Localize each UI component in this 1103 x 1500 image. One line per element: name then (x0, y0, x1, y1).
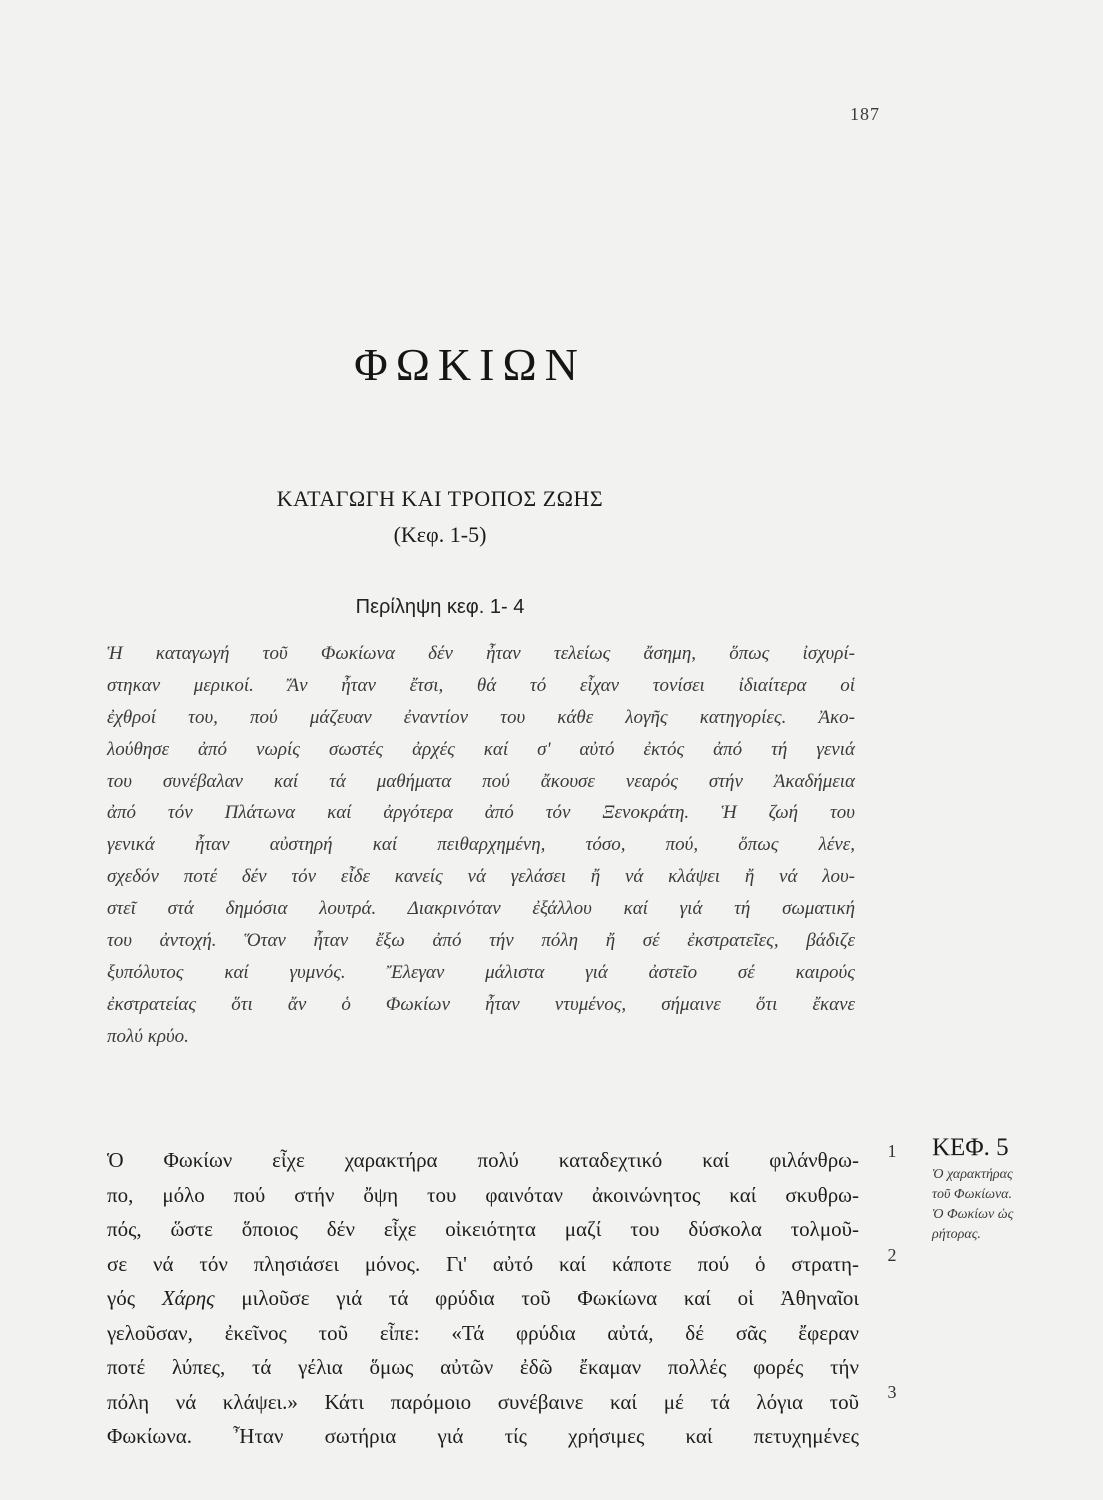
summary-line: ξυπόλυτος καί γυμνός. Ἔλεγαν μάλιστα γιά ἀστεῖο σέ καιρούς (107, 961, 855, 983)
chapter-title: ΦΩΚΙΩΝ (354, 339, 586, 390)
section-range: (Κεφ. 1-5) (393, 522, 487, 547)
line-number: 1 (887, 1141, 897, 1161)
summary-line: του συνέβαλαν καί τά μαθήματα πού ἄκουσε νεαρός στήν Ἀκαδήμεια (107, 770, 855, 792)
body-line: πός, ὥστε ὅποιος δέν εἶχε οἰκειότητα μαζί του δύσκολα τολμοῦ- (107, 1217, 859, 1241)
body-line: πο, μόλο πού στήν ὄψη του φαινόταν ἀκοινώνητος καί σκυθρω- (107, 1182, 859, 1207)
summary-line: Ἡ καταγωγή τοῦ Φωκίωνα δέν ἦταν τελείως ἄσημη, ὅπως ἰσχυρί- (107, 643, 855, 664)
summary-paragraph (107, 638, 855, 1053)
summary-line: σχεδόν ποτέ δέν τόν εἶδε κανείς νά γελάσει ἤ νά κλάψει ἤ νά λου- (107, 866, 855, 888)
margin-note-line: Ὁ Φωκίων ὡς (932, 1207, 1014, 1222)
summary-line: ἀπό τόν Πλάτωνα καί ἀργότερα ἀπό τόν Ξενοκράτη. Ἡ ζωή του (107, 802, 855, 824)
page-number: 187 (850, 104, 880, 124)
body-line: γελοῦσαν, ἐκεῖνος τοῦ εἶπε: «Τά φρύδια αὐτά, δέ σᾶς ἔφεραν (107, 1320, 859, 1345)
margin-note-line: τοῦ Φωκίωνα. (932, 1187, 1013, 1202)
body-line: ποτέ λύπες, τά γέλια ὅμως αὐτῶν ἐδῶ ἔκαμαν πολλές φορές τήν (107, 1355, 859, 1379)
line-number: 2 (887, 1245, 897, 1265)
body-line: σε νά τόν πλησιάσει μόνος. Γι' αὐτό καί κάποτε πού ὁ στρατη- (107, 1251, 859, 1276)
margin-note-line: ρήτορας. (932, 1227, 981, 1242)
body-line: Ὁ Φωκίων εἶχε χαρακτήρα πολύ καταδεχτικό καί φιλάνθρω- (107, 1148, 859, 1172)
body-line: πόλη νά κλάψει.» Κάτι παρόμοιο συνέβαινε καί μέ τά λόγια τοῦ (107, 1389, 859, 1414)
line-number: 3 (887, 1382, 897, 1402)
summary-line: στεῖ στά δημόσια λουτρά. Διακρινόταν ἐξάλλου καί γιά τή σωματική (107, 898, 855, 920)
summary-line: ἐκστρατείας ὅτι ἄν ὁ Φωκίων ἦταν ντυμένος, σήμαινε ὅτι ἔκανε (107, 993, 855, 1015)
body-line (107, 1281, 859, 1316)
summary-line: πολύ κρύο. (107, 1025, 189, 1047)
body-text-fragment: γός (107, 1286, 162, 1310)
body-line: Φωκίωνα. Ἦταν σωτήρια γιά τίς χρήσιμες καί πετυχημένες (107, 1424, 859, 1448)
person-name: Χάρης (161, 1286, 215, 1310)
summary-line: ἐχθροί του, πού μάζευαν ἐναντίον του κάθε λογῆς κατηγορίες. Ἀκο- (107, 706, 855, 728)
margin-note-line: Ὁ χαρακτήρας (932, 1167, 1013, 1182)
summary-line: στηκαν μερικοί. Ἄν ἦταν ἔτσι, θά τό εἶχαν τονίσει ἰδιαίτερα οἱ (107, 674, 855, 696)
summary-heading: Περίληψη κεφ. 1- 4 (355, 596, 525, 618)
summary-line: του ἀντοχή. Ὅταν ἦταν ἔξω ἀπό τήν πόλη ἤ σέ ἐκστρατεῖες, βάδιζε (107, 930, 855, 952)
margin-note (932, 1133, 1092, 1245)
summary-line: λούθησε ἀπό νωρίς σωστές ἀρχές καί σ' αὐτό ἐκτός ἀπό τή γενιά (107, 738, 855, 760)
summary-line: γενικά ἦταν αὐστηρή καί πειθαρχημένη, τόσο, πού, ὅπως λένε, (107, 834, 855, 856)
body-text-fragment: μιλοῦσε γιά τά φρύδια τοῦ Φωκίωνα καί οἱ Ἀθηναῖοι (214, 1286, 859, 1310)
margin-note-heading: ΚΕΦ. 5 (932, 1134, 1009, 1161)
body-paragraph (107, 1143, 859, 1454)
section-title: ΚΑΤΑΓΩΓΗ ΚΑΙ ΤΡΟΠΟΣ ΖΩΗΣ (276, 486, 604, 511)
